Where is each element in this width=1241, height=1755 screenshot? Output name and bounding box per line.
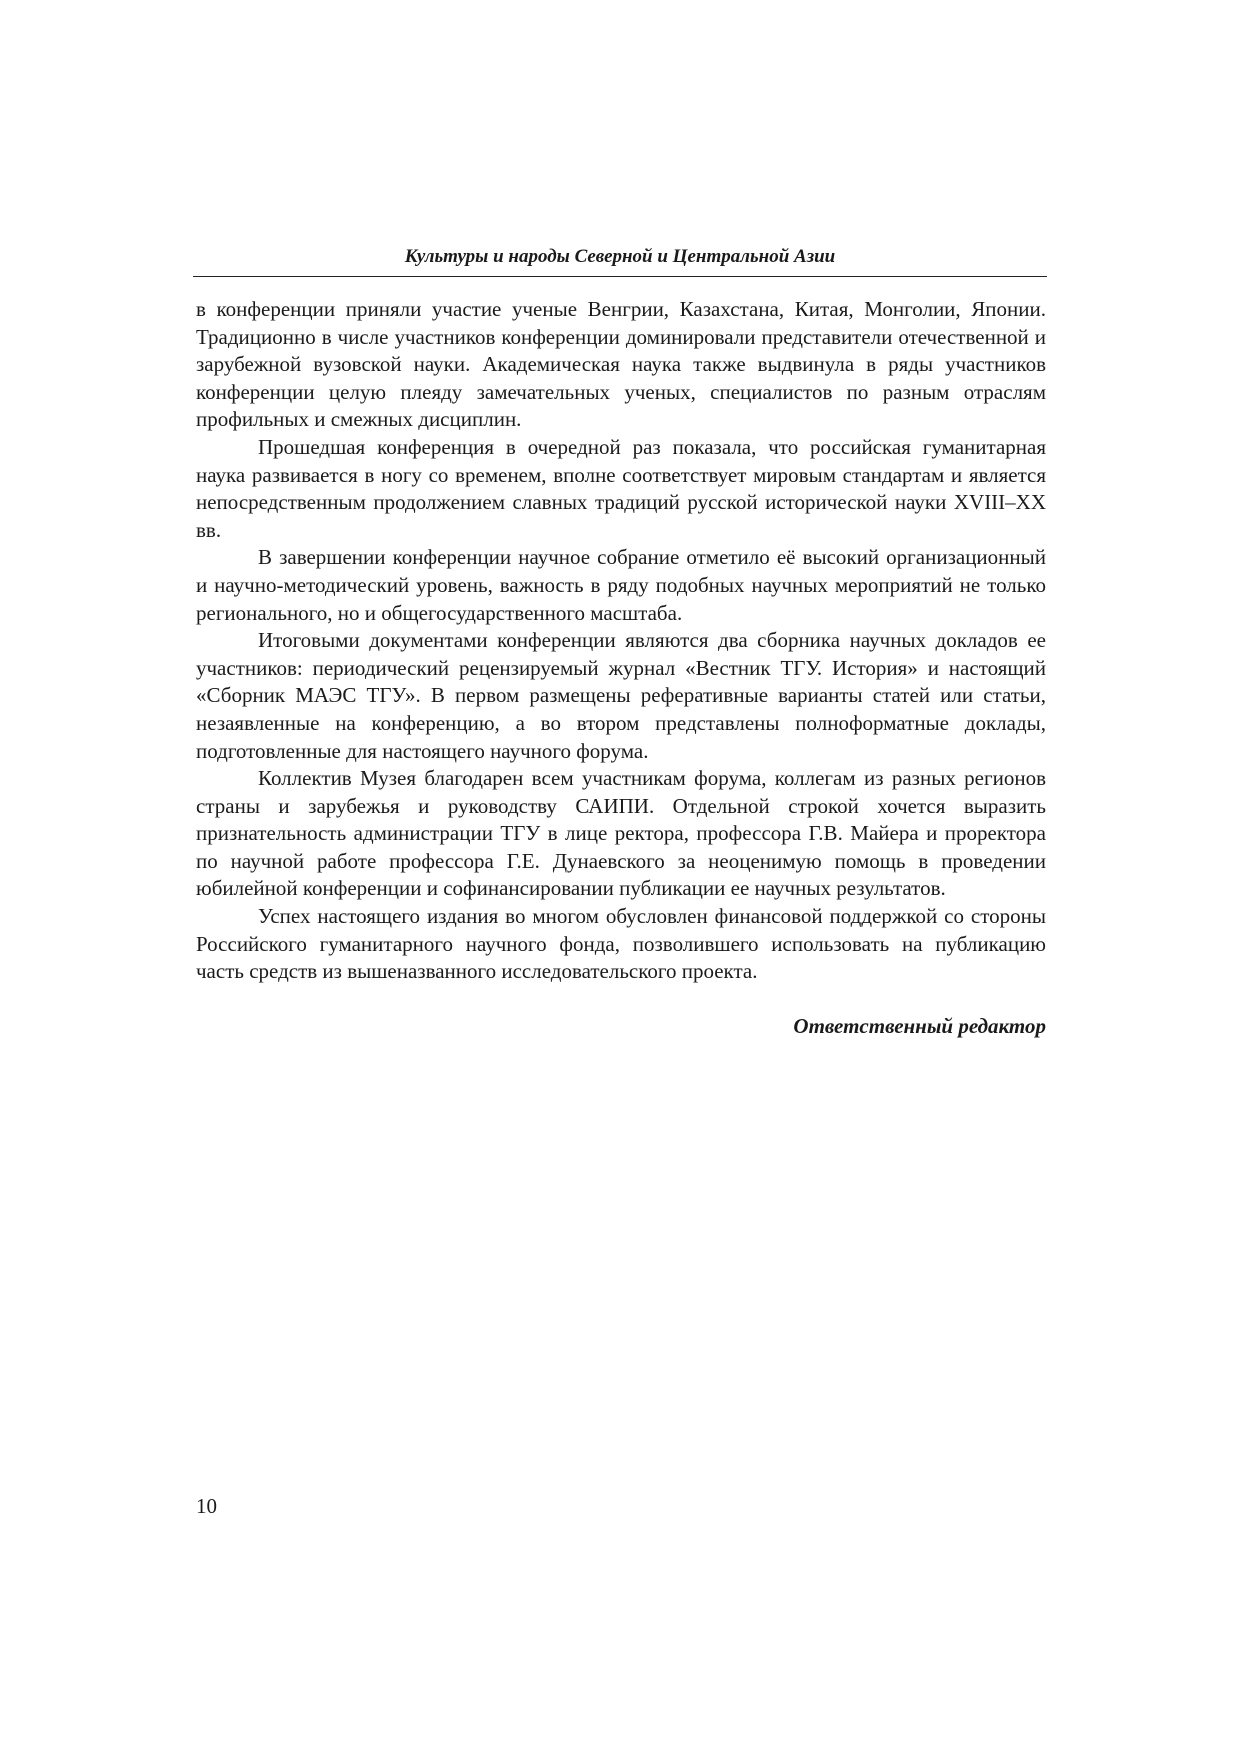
paragraph-6: Успех настоящего издания во многом обусловлен финансовой поддержкой со стороны Российского гуманитарного научного фонда, позволившего использовать на публикацию часть средств из вышеназванного исследовательского проекта. [196, 904, 1046, 984]
paragraph-4: Итоговыми документами конференции являются два сборника научных докладов ее участников: периодический рецензируемый журнал «Вестник ТГУ. История» и настоящий «Сборник МАЭС ТГУ». В первом размещены реферативные варианты статей или статьи, незаявленные на конференцию, а во втором представлены полноформатные доклады, подготовленные для настоящего научного форума. [196, 628, 1046, 763]
paragraph-1: в конференции приняли участие ученые Венгрии, Казахстана, Китая, Монголии, Японии. Традиционно в числе участников конференции доминировали представители отечественной и зарубежной вузовской науки. Академическая наука также выдвинула в ряды участников конференции целую плеяду замечательных ученых, специалистов по разным отраслям профильных и смежных дисциплин. [196, 297, 1046, 432]
running-head: Культуры и народы Северной и Центральной Азии [404, 246, 836, 267]
paragraph-2: Прошедшая конференция в очередной раз показала, что российская гуманитарная наука развивается в ногу со временем, вполне соответствует мировым стандартам и является непосредственным продолжением славных традиций русской исторической науки XVIII–XX вв. [196, 434, 1046, 542]
editor-signature: Ответственный редактор [793, 1014, 1046, 1038]
paragraph-5: Коллектив Музея благодарен всем участникам форума, коллегам из разных регионов страны и зарубежья и руководству САИПИ. Отдельной строкой хочется выразить признательность администрации ТГУ в лице ректора, профессора Г.В. Майера и проректора по научной работе профессора Г.Е. Дунаевского за неоценимую помощь в проведении юбилейной конференции и софинансировании публикации ее научных результатов. [196, 766, 1046, 901]
body-text [196, 296, 1046, 986]
paragraph-3: В завершении конференции научное собрание отметило её высокий организационный и научно-методический уровень, важность в ряду подобных научных мероприятий не только регионального, но и общегосударственного масштаба. [196, 545, 1046, 625]
page-number: 10 [196, 1494, 217, 1518]
header-rule [193, 276, 1047, 277]
